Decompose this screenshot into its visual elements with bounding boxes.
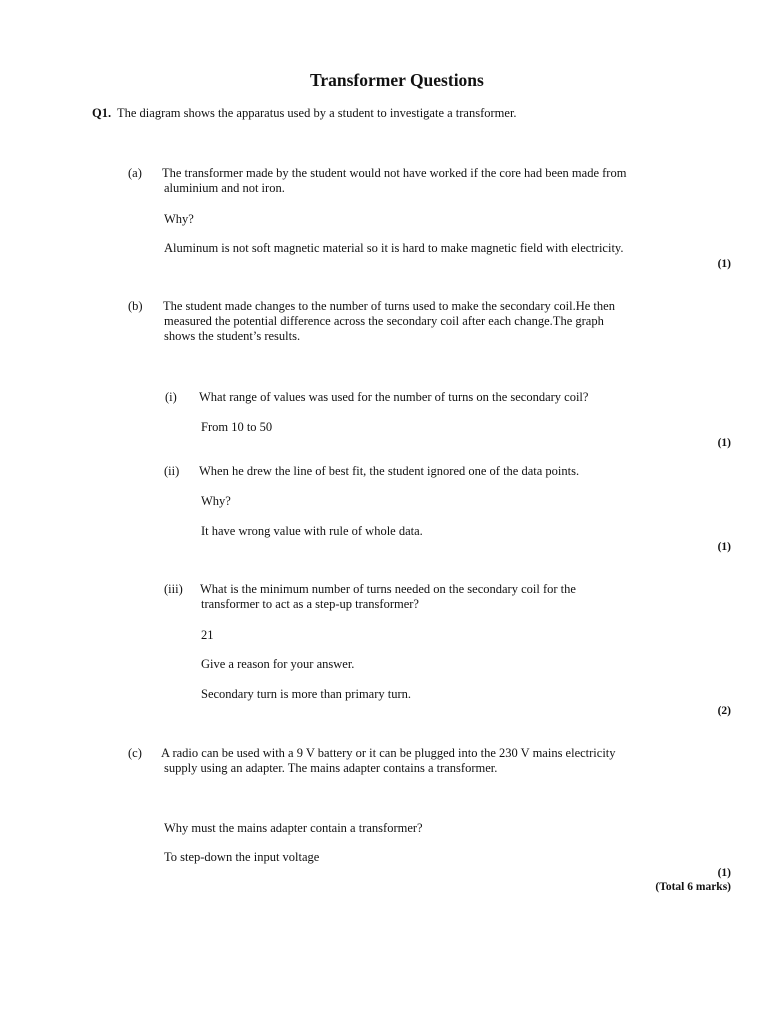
- part-a-answer: Aluminum is not soft magnetic material so it is hard to make magnetic field with electricity.: [164, 241, 624, 255]
- part-b-text-line-3: shows the student’s results.: [164, 329, 301, 343]
- part-a-question-line-2: aluminium and not iron.: [164, 181, 285, 195]
- question-intro: The diagram shows the apparatus used by a student to investigate a transformer.: [117, 106, 517, 120]
- part-b-i-answer: From 10 to 50: [201, 420, 273, 434]
- part-c-question: Why must the mains adapter contain a transformer?: [164, 821, 423, 835]
- part-a-label: (a): [128, 166, 142, 180]
- part-b-iii-reason: Secondary turn is more than primary turn.: [201, 687, 412, 701]
- part-b-iii-label: (iii): [164, 582, 183, 596]
- part-b-i-marks: (1): [717, 437, 731, 449]
- part-b-ii-prompt: Why?: [201, 494, 231, 508]
- part-b-iii-marks: (2): [717, 705, 731, 717]
- part-a-prompt: Why?: [164, 212, 194, 226]
- part-c-text-line-2: supply using an adapter. The mains adapter contains a transformer.: [164, 761, 498, 775]
- part-b-text-line-2: measured the potential difference across the secondary coil after each change.The graph: [164, 314, 604, 328]
- part-b-iii-question-line-1: What is the minimum number of turns needed on the secondary coil for the: [200, 582, 576, 596]
- part-b-label: (b): [128, 299, 143, 313]
- part-c-answer: To step-down the input voltage: [164, 850, 320, 864]
- part-b-iii-prompt: Give a reason for your answer.: [201, 657, 355, 671]
- part-a-question-line-1: The transformer made by the student would not have worked if the core had been made from: [162, 166, 627, 180]
- question-number: Q1.: [92, 106, 112, 120]
- part-b-i-label: (i): [165, 390, 177, 404]
- page-title: Transformer Questions: [310, 70, 484, 90]
- part-c-label: (c): [128, 746, 142, 760]
- part-c-text-line-1: A radio can be used with a 9 V battery or it can be plugged into the 230 V mains electricity: [161, 746, 616, 760]
- part-b-text-line-1: The student made changes to the number of turns used to make the secondary coil.He then: [163, 299, 615, 313]
- part-b-i-question: What range of values was used for the number of turns on the secondary coil?: [199, 390, 589, 404]
- total-marks: (Total 6 marks): [655, 881, 731, 893]
- part-b-ii-question: When he drew the line of best fit, the student ignored one of the data points.: [199, 464, 580, 478]
- part-b-iii-answer: 21: [201, 628, 214, 642]
- part-a-marks: (1): [717, 258, 731, 270]
- part-b-ii-answer: It have wrong value with rule of whole data.: [201, 524, 423, 538]
- part-b-ii-marks: (1): [717, 541, 731, 553]
- part-b-iii-question-line-2: transformer to act as a step-up transformer?: [201, 597, 419, 611]
- part-c-marks: (1): [717, 867, 731, 879]
- part-b-ii-label: (ii): [164, 464, 180, 478]
